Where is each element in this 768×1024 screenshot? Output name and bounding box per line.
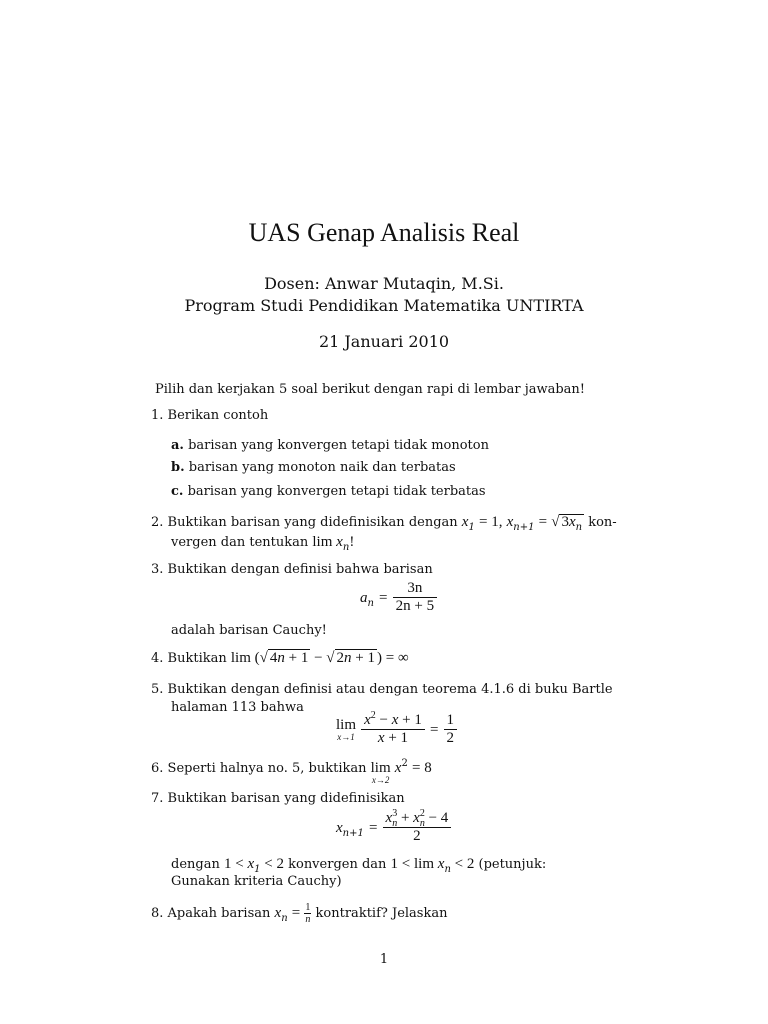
question-3 — [151, 562, 433, 577]
page-title: UAS Genap Analisis Real — [248, 218, 520, 247]
question-number: 4. — [151, 651, 164, 666]
question-text: Buktikan barisan yang didefinisikan — [167, 791, 405, 806]
instructions: Pilih dan kerjakan 5 soal berikut dengan rapi di lembar jawaban! — [155, 382, 586, 397]
question-5-cont: halaman 113 bahwa — [171, 700, 304, 715]
question-7-hint: Gunakan kriteria Cauchy) — [171, 874, 342, 889]
question-1 — [151, 408, 268, 423]
limit-formula: lim x→1 $\frac{x^2 - x + 1}{x + 1}$ = $\frac{1}{2}$ — [336, 712, 457, 747]
item-label: c. — [171, 484, 184, 499]
question-text: Buktikan barisan yang didefinisikan dengan — [167, 515, 458, 530]
question-3-after: adalah barisan Cauchy! — [171, 623, 327, 638]
item-text: barisan yang konvergen tetapi tidak terbatas — [187, 484, 486, 499]
question-7-cont: dengan $1 < x_1 < 2$ konvergen dan $1 < \lim x_n < 2$ (petunjuk: — [171, 856, 547, 875]
question-text: Buktikan — [167, 651, 227, 666]
list-item — [171, 438, 489, 453]
question-number: 2. — [151, 515, 164, 530]
question-text: Buktikan dengan definisi atau dengan teorema 4.1.6 di buku Bartle — [167, 682, 613, 697]
program-line: Program Studi Pendidikan Matematika UNTIRTA — [184, 296, 584, 315]
page-number: 1 — [379, 952, 389, 967]
recurrence-formula: $x_1 = 1$, $x_{n+1}$ = √ $3x_n$ — [461, 514, 583, 533]
item-label: b. — [171, 460, 185, 475]
question-text: Buktikan dengan definisi bahwa barisan — [167, 562, 433, 577]
question-number: 1. — [151, 408, 164, 423]
list-item — [171, 484, 486, 499]
question-text: Apakah barisan — [167, 906, 271, 921]
question-text: Seperti halnya no. 5, buktikan — [167, 761, 367, 776]
question-7 — [151, 791, 405, 806]
item-text: barisan yang monoton naik dan terbatas — [188, 460, 456, 475]
limit-expression: lim (√ 4n + 1 − √ 2n + 1 ) = ∞ — [230, 650, 409, 666]
question-number: 8. — [151, 906, 164, 921]
lecturer-line: Dosen: Anwar Mutaqin, M.Si. — [264, 274, 504, 293]
item-label: a. — [171, 438, 184, 453]
question-6: 6. Seperti halnya no. 5, buktikan lim x→2 $x^2 = 8$ — [151, 758, 432, 785]
question-number: 6. — [151, 761, 164, 776]
question-text: Berikan contoh — [167, 408, 269, 423]
question-2 — [151, 514, 617, 531]
question-2-cont: vergen dan tentukan $\lim x_n$! — [171, 534, 355, 553]
question-number: 3. — [151, 562, 164, 577]
item-text: barisan yang konvergen tetapi tidak monoton — [188, 438, 489, 453]
question-text-end: kontraktif? Jelaskan — [315, 906, 448, 921]
sequence-formula: $a_n$ = $\frac{3n}{2n + 5}$ — [360, 580, 437, 615]
question-number: 5. — [151, 682, 164, 697]
question-text-end: kon- — [588, 515, 617, 530]
question-5 — [151, 682, 613, 697]
recurrence-formula-7: $x_{n+1}$ = $\frac{x^3_n + x^2_n - 4}{2}$ — [336, 810, 451, 845]
question-8: 8. Apakah barisan $x_n$ = $\frac{1}{n}$ kontraktif? Jelaskan — [151, 902, 448, 925]
list-item — [171, 460, 456, 475]
question-text: vergen dan tentukan — [171, 535, 309, 550]
question-number: 7. — [151, 791, 164, 806]
fraction: $\frac{3n}{2n + 5}$ — [393, 580, 437, 615]
exam-date: 21 Januari 2010 — [318, 332, 450, 351]
question-text-end: ! — [349, 535, 355, 550]
question-4 — [151, 650, 409, 667]
